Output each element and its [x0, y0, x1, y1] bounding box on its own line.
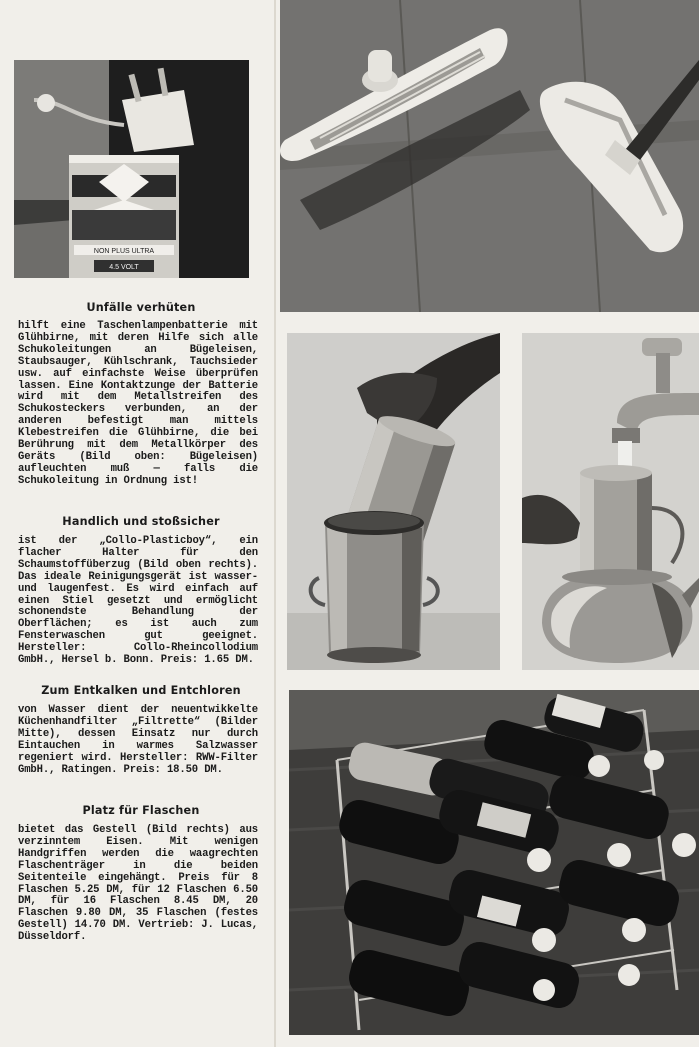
- heading-flaschen: Platz für Flaschen: [82, 804, 200, 817]
- paragraph-handlich: ist der „Collo-Plasticboy“, ein flacher Halter für den Schaumstoffüberzug (Bild oben rechts). Das ideale Reinigungsgerät ist wasser- und laugenfest. Es wird einfach auf einen Stiel gesetzt und ermöglicht schonendste Behandlung der Oberflächen; es ist auch zum Fensterwaschen gut geeignet. Hersteller: Collo-Rheincollodium GmbH., Hersel b. Bonn. Preis: 1.65 DM.: [18, 535, 258, 667]
- heading-entkalken: Zum Entkalken und Entchloren: [41, 684, 241, 697]
- photo-battery-plug: [14, 60, 249, 278]
- battery-label-volt: 4.5 VOLT: [109, 264, 139, 271]
- heading-unfaelle: Unfälle verhüten: [86, 301, 196, 314]
- paragraph-unfaelle: hilft eine Taschenlampenbatterie mit Glühbirne, mit deren Hilfe sich alle Schukoleitungen an Bügeleisen, Staubsauger, Kühlschrank, Tauchsieder usw. auf einfachste Weise überprüfen lassen. Eine Kontaktzunge der Batterie wird mit dem Metallstreifen des Schukosteckers verbunden, an der anderen befestigt man mittels Klebestreifen die Glühbirne, die bei Berührung mit dem Metallkörper des Geräts (Bild oben: Bügeleisen) aufleuchten muß — falls die Schukoleitung in Ordnung ist!: [18, 320, 258, 487]
- paragraph-entkalken: von Wasser dient der neuentwikkelte Küchenhandfilter „Filtrette“ (Bilder Mitte), dessen Einsatz nur durch Eintauchen in warmes Salzwasser regeniert wird. Hersteller: RWW-Filter GmbH., Ratingen. Preis: 18.50 DM.: [18, 704, 258, 776]
- photo-tap-kettle: [522, 333, 699, 670]
- paragraph-flaschen: bietet das Gestell (Bild rechts) aus verzinntem Eisen. Mit wenigen Handgriffen werden die waagrechten Flaschenträger in die beiden Seitenteile eingehängt. Preis für 8 Flaschen 5.25 DM, für 12 Flaschen 6.50 DM, für 16 Flaschen 8.45 DM, 20 Flaschen 9.80 DM, 35 Flaschen (festes Gestell) 14.70 DM. Vertrieb: J. Lucas, Düsseldorf.: [18, 824, 258, 944]
- battery-label-top: NON PLUS ULTRA: [93, 248, 155, 255]
- photo-filtrette-jug: [287, 333, 500, 670]
- photo-bottle-rack: [289, 690, 699, 1035]
- heading-handlich: Handlich und stoßsicher: [62, 515, 220, 528]
- column-divider: [274, 0, 276, 1047]
- photo-plasticboy: [280, 0, 699, 312]
